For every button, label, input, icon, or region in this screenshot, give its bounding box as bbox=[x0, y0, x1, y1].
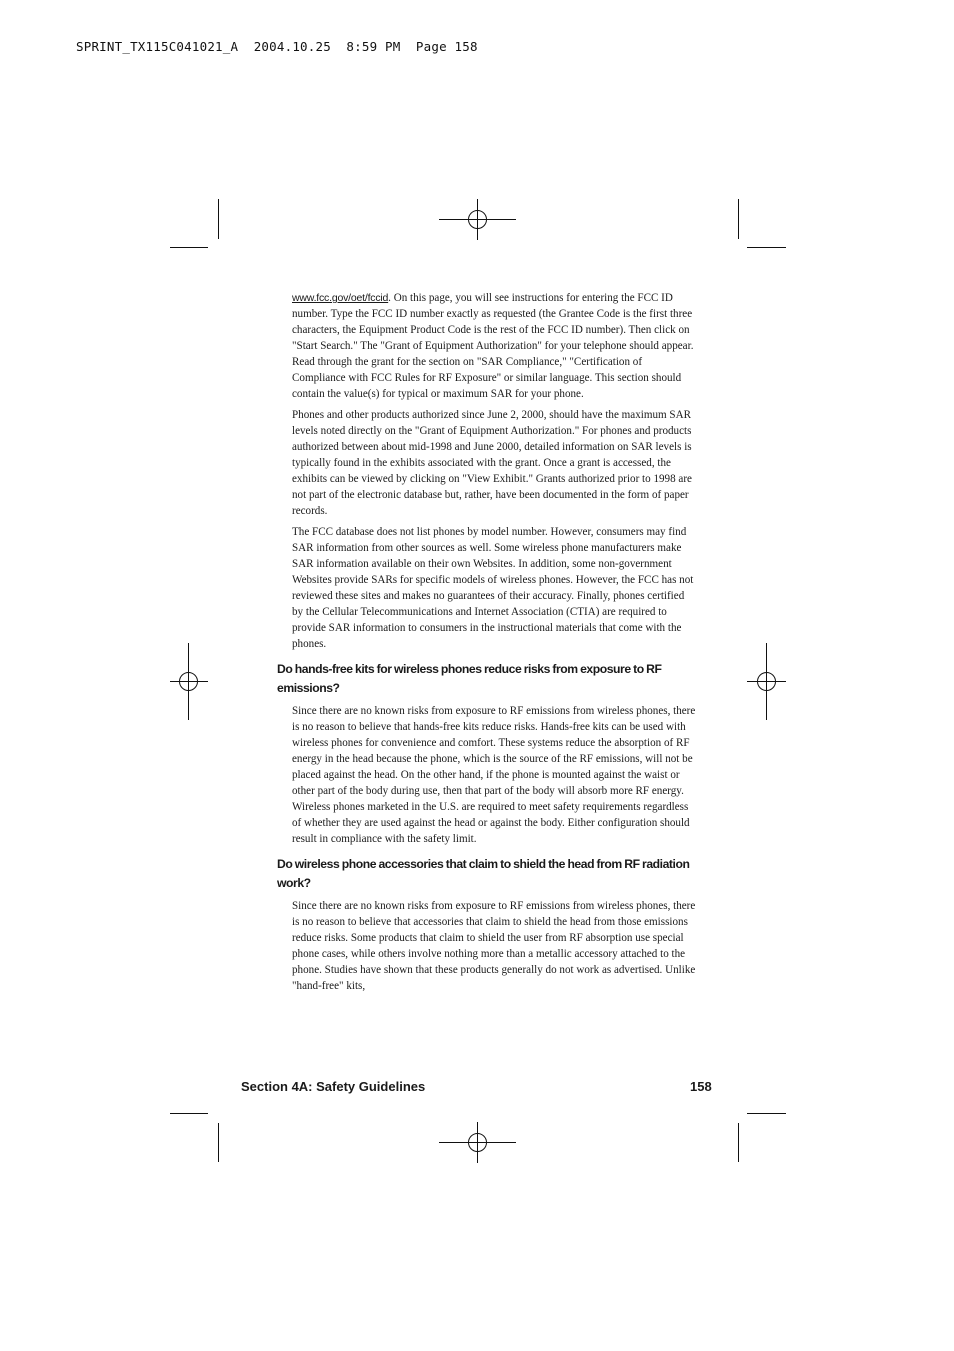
print-slug: SPRINT_TX115C041021_A 2004.10.25 8:59 PM Page 158 bbox=[76, 39, 478, 54]
paragraph-shield-accessories: Since there are no known risks from exposure to RF emissions from wireless phones, there is no reason to believe that accessories that claim to shield the head from those emissions reduce risks. Some products that claim to shield the user from RF absorption use special phone cases, while others involve nothing more than a metallic accessory attached to the phone. Studies have shown that these products generally do not work as advertised. Unlike "hand-free" kits, bbox=[292, 900, 696, 992]
registration-mark-left bbox=[170, 643, 208, 720]
footer-section-title: Section 4A: Safety Guidelines bbox=[241, 1079, 426, 1094]
paragraph-sar-grant: Phones and other products authorized since June 2, 2000, should have the maximum SAR levels noted directly on the "Grant of Equipment Authorization." For phones and products authorized between about mid-1998 and June 2000, detailed information on SAR levels is typically found in the exhibits associated with the grant. Once a grant is accessed, the exhibits can be viewed by clicking on "View Exhibit." Grants authorized prior to 1998 are not part of the electronic database but, rather, have been documented in the form of paper records. bbox=[292, 409, 692, 517]
fcc-link[interactable]: www.fcc.gov/oet/fccid bbox=[292, 292, 389, 304]
footer-page-number: 158 bbox=[690, 1079, 712, 1094]
registration-mark-bottom bbox=[439, 1122, 516, 1163]
paragraph-fcc-instructions bbox=[292, 290, 697, 402]
page-body bbox=[277, 290, 697, 999]
heading-shield-accessories: Do wireless phone accessories that claim to shield the head from RF radiation work? bbox=[277, 857, 690, 890]
paragraph-text: . On this page, you will see instructions for entering the FCC ID number. Type the FCC ID number exactly as requested (the Grantee Code is the first three characters, the Equipment Product Code is the rest of the FCC ID number). Then click on "Start Search." The "Grant of Equipment Authorization" for your telephone should appear. Read through the grant for the section on "SAR Compliance," "Certification of Compliance with FCC Rules for RF Exposure" or similar language. This section should contain the value(s) for typical or maximum SAR for your phone. bbox=[292, 292, 694, 400]
heading-hands-free-kits: Do hands-free kits for wireless phones reduce risks from exposure to RF emissions? bbox=[277, 662, 662, 695]
paragraph-fcc-database: The FCC database does not list phones by model number. However, consumers may find SAR information from other sources as well. Some wireless phone manufacturers make SAR information available on their own Websites. In addition, some non-government Websites provide SARs for specific models of wireless phones. However, the FCC has not reviewed these sites and makes no guarantees of their accuracy. Finally, phones certified by the Cellular Telecommunications and Internet Association (CTIA) are required to provide SAR information to consumers in the instructional materials that come with the phones. bbox=[292, 526, 694, 650]
paragraph-hands-free-kits: Since there are no known risks from exposure to RF emissions from wireless phones, there is no reason to believe that hands-free kits reduce risks. Hands-free kits can be used with wireless phones for convenience and comfort. These systems reduce the absorption of RF energy in the head because the phone, which is the source of the RF emissions, will not be placed against the head. On the other hand, if the phone is mounted against the waist or other part of the body during use, then that part of the body will absorb more RF energy. Wireless phones marketed in the U.S. are required to meet safety requirements regardless of whether they are used against the head or against the body. Either configuration should result in compliance with the safety limit. bbox=[292, 705, 696, 845]
registration-mark-top bbox=[439, 199, 516, 240]
registration-mark-right bbox=[747, 643, 786, 720]
